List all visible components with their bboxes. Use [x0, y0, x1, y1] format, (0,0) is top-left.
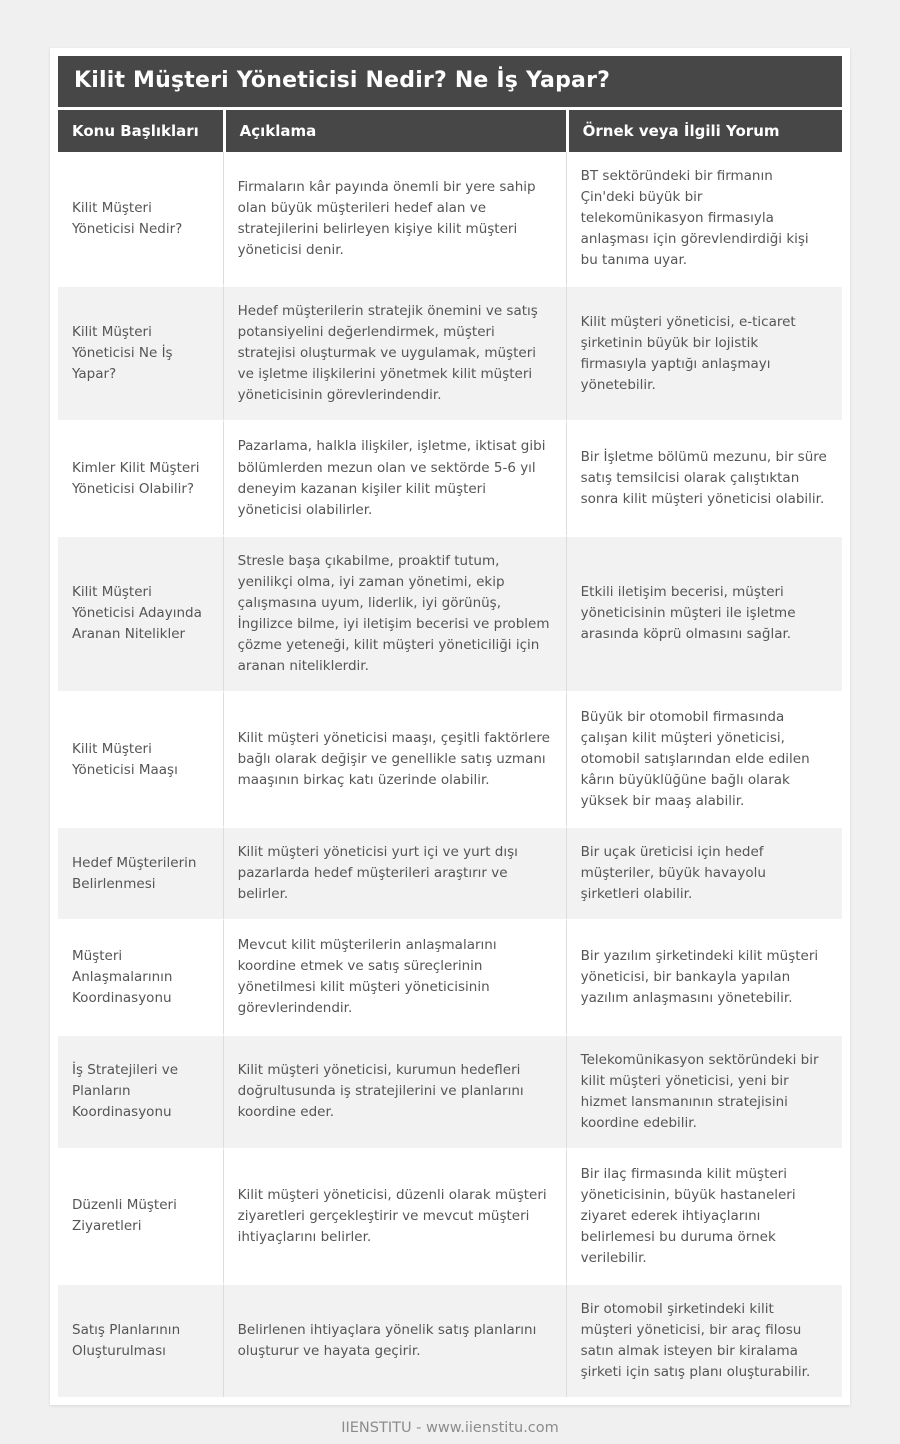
- example-cell: Bir İşletme bölümü mezunu, bir süre satış temsilcisi olarak çalıştıktan sonra kilit müşteri yöneticisi olabilir.: [566, 420, 842, 534]
- description-cell: Kilit müşteri yöneticisi maaşı, çeşitli faktörlere bağlı olarak değişir ve genellikle satış uzmanı maaşının birkaç katı üzerinde olabilir.: [223, 691, 566, 826]
- topic-cell: Müşteri Anlaşmalarının Koordinasyonu: [58, 919, 223, 1033]
- topic-cell: Kilit Müşteri Yöneticisi Ne İş Yapar?: [58, 285, 223, 420]
- table-row: [58, 152, 842, 285]
- example-cell: Telekomünikasyon sektöründeki bir kilit müşteri yöneticisi, yeni bir hizmet lansmanının stratejisini koordine edebilir.: [566, 1034, 842, 1148]
- table-row: [58, 1034, 842, 1148]
- topic-cell: Hedef Müşterilerin Belirlenmesi: [58, 826, 223, 919]
- table-body: [58, 152, 842, 1397]
- description-cell: Firmaların kâr payında önemli bir yere sahip olan büyük müşterileri hedef alan ve stratejilerini belirleyen kişiye kilit müşteri yöneticisi denir.: [223, 152, 566, 285]
- description-cell: Kilit müşteri yöneticisi yurt içi ve yurt dışı pazarlarda hedef müşterileri araştırır ve belirler.: [223, 826, 566, 919]
- topic-cell: Kilit Müşteri Yöneticisi Adayında Aranan Nitelikler: [58, 535, 223, 691]
- table-row: [58, 285, 842, 420]
- page-title: Kilit Müşteri Yöneticisi Nedir? Ne İş Yapar?: [58, 56, 842, 107]
- table-row: [58, 1148, 842, 1283]
- column-header-topics: Konu Başlıkları: [58, 110, 223, 152]
- topic-cell: Kilit Müşteri Yöneticisi Maaşı: [58, 691, 223, 826]
- example-cell: Bir uçak üreticisi için hedef müşteriler, büyük havayolu şirketleri olabilir.: [566, 826, 842, 919]
- example-cell: Bir ilaç firmasında kilit müşteri yöneticisinin, büyük hastaneleri ziyaret ederek ihtiyaçlarını belirlemesi bu duruma örnek verilebilir.: [566, 1148, 842, 1283]
- table-row: [58, 1283, 842, 1397]
- footer-text: IIENSTITU - www.iienstitu.com: [341, 1420, 559, 1437]
- description-cell: Hedef müşterilerin stratejik önemini ve satış potansiyelini değerlendirmek, müşteri stratejisi oluşturmak ve uygulamak, müşteri ve işletme ilişkilerini yönetmek kilit müşteri yöneticisinin görevlerindendir.: [223, 285, 566, 420]
- description-cell: Pazarlama, halkla ilişkiler, işletme, iktisat gibi bölümlerden mezun olan ve sektörde 5-6 yıl deneyim kazanan kişiler kilit müşteri yöneticisi olabilirler.: [223, 420, 566, 534]
- description-cell: Belirlenen ihtiyaçlara yönelik satış planlarını oluşturur ve hayata geçirir.: [223, 1283, 566, 1397]
- topic-cell: Satış Planlarının Oluşturulması: [58, 1283, 223, 1397]
- info-table: [58, 110, 842, 1397]
- table-row: [58, 535, 842, 691]
- column-header-example: Örnek veya İlgili Yorum: [566, 110, 842, 152]
- example-cell: Etkili iletişim becerisi, müşteri yöneticisinin müşteri ile işletme arasında köprü olmasını sağlar.: [566, 535, 842, 691]
- table-row: [58, 691, 842, 826]
- topic-cell: Düzenli Müşteri Ziyaretleri: [58, 1148, 223, 1283]
- example-cell: Bir yazılım şirketindeki kilit müşteri yöneticisi, bir bankayla yapılan yazılım anlaşmasını yönetebilir.: [566, 919, 842, 1033]
- description-cell: Kilit müşteri yöneticisi, kurumun hedefleri doğrultusunda iş stratejilerini ve planlarını koordine eder.: [223, 1034, 566, 1148]
- table-row: [58, 826, 842, 919]
- table-row: [58, 420, 842, 534]
- example-cell: Bir otomobil şirketindeki kilit müşteri yöneticisi, bir araç filosu satın almak isteyen bir kiralama şirketi için satış planı oluşturabilir.: [566, 1283, 842, 1397]
- description-cell: Stresle başa çıkabilme, proaktif tutum, yenilikçi olma, iyi zaman yönetimi, ekip çalışmasına uyum, liderlik, iyi görünüş, İngilizce bilme, iyi iletişim becerisi ve problem çözme yeteneği, kilit müşteri yöneticiliği için aranan niteliklerdir.: [223, 535, 566, 691]
- example-cell: Büyük bir otomobil firmasında çalışan kilit müşteri yöneticisi, otomobil satışlarından elde edilen kârın büyüklüğüne bağlı olarak yüksek bir maaş alabilir.: [566, 691, 842, 826]
- topic-cell: Kimler Kilit Müşteri Yöneticisi Olabilir?: [58, 420, 223, 534]
- description-cell: Mevcut kilit müşterilerin anlaşmalarını koordine etmek ve satış süreçlerinin yönetilmesi kilit müşteri yöneticisinin görevlerindendir.: [223, 919, 566, 1033]
- example-cell: BT sektöründeki bir firmanın Çin'deki büyük bir telekomünikasyon firmasıyla anlaşması için görevlendirdiği kişi bu tanıma uyar.: [566, 152, 842, 285]
- topic-cell: Kilit Müşteri Yöneticisi Nedir?: [58, 152, 223, 285]
- table-header: [58, 110, 842, 152]
- description-cell: Kilit müşteri yöneticisi, düzenli olarak müşteri ziyaretleri gerçekleştirir ve mevcut müşteri ihtiyaçlarını belirler.: [223, 1148, 566, 1283]
- content-card: [50, 48, 850, 1405]
- table-row: [58, 919, 842, 1033]
- header-row: [58, 110, 842, 152]
- column-header-description: Açıklama: [223, 110, 566, 152]
- example-cell: Kilit müşteri yöneticisi, e-ticaret şirketinin büyük bir lojistik firmasıyla yaptığı anlaşmayı yönetebilir.: [566, 285, 842, 420]
- topic-cell: İş Stratejileri ve Planların Koordinasyonu: [58, 1034, 223, 1148]
